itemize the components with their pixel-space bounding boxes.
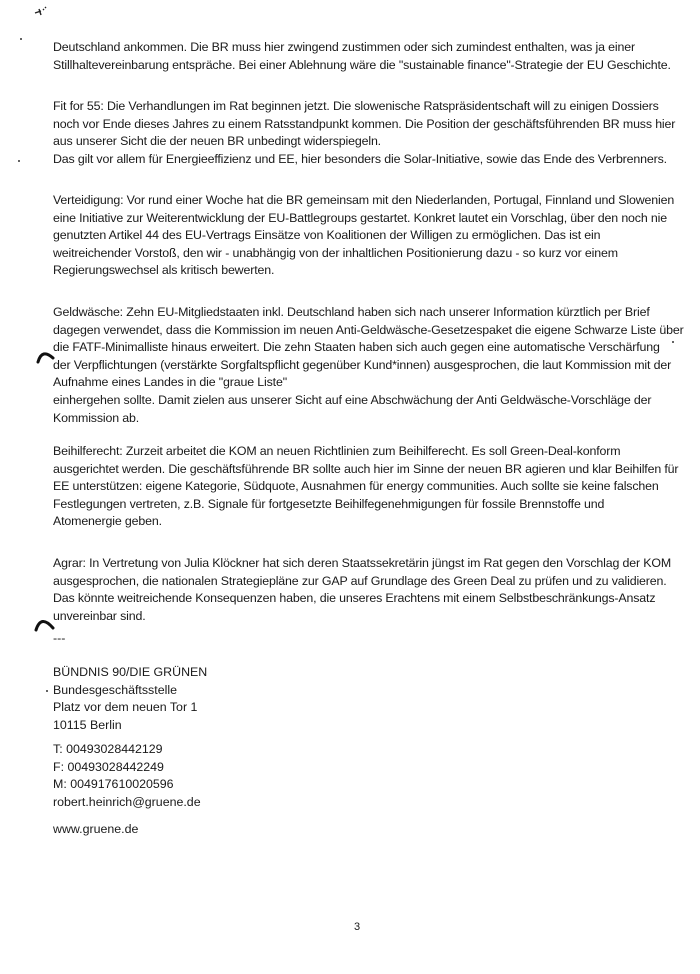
text-line: Fit for 55: Die Verhandlungen im Rat beginnen jetzt. Die slowenische Ratspräsidentschaft will zu einigen Dossiers (53, 99, 659, 113)
paragraph-agrar (53, 555, 693, 625)
text-line: Agrar: In Vertretung von Julia Klöckner hat sich deren Staatssekretärin jüngst im Rat gegen den Vorschlag der KOM (53, 556, 672, 570)
scan-mark-top (34, 6, 50, 18)
text-line: Deutschland ankommen. Die BR muss hier zwingend zustimmen oder sich zumindest enthalten, was ja einer (53, 40, 635, 54)
paragraph-beihilferecht (53, 443, 693, 531)
signature-website (53, 821, 138, 839)
scan-dot (46, 690, 48, 692)
text-line: unvereinbar sind. (53, 608, 146, 623)
text-line: einhergehen sollte. Damit zielen aus unserer Sicht auf eine Abschwächung der Anti Geldwäsche-Vorschläge der (53, 392, 652, 407)
paragraph-intro (53, 39, 693, 74)
text-line: die FATF-Minimalliste hinaus erweitert. Die zehn Staaten haben sich auch gegen eine automatische Verschärfung (53, 340, 660, 355)
phone-number: T: 00493028442129 (53, 742, 163, 756)
text-line: Regierungswechsel als kritisch bewerten. (53, 263, 275, 278)
text-line: Stillhaltevereinbarung entspräche. Bei einer Ablehnung wäre die "sustainable finance"-Strategie der EU Geschichte. (53, 57, 671, 72)
text-line: Atomenergie geben. (53, 514, 162, 529)
text-line: dagegen verwendet, dass die Kommission im neuen Anti-Geldwäsche-Gesetzespaket die eigene Schwarze Liste über (53, 322, 684, 337)
paragraph-verteidigung (53, 192, 693, 280)
text-line: Aufnahme eines Landes in die "graue Liste" (53, 375, 287, 390)
text-line: Das gilt vor allem für Energieeffizienz und EE, hier besonders die Solar-Initiative, sowie das Ende des Verbrenners. (53, 151, 667, 166)
text-line: Festlegungen vertreten, z.B. Signale für fortgesetzte Beihilfegenehmigungen für fossile Brennstoffe und (53, 496, 605, 511)
org-name: BÜNDNIS 90/DIE GRÜNEN (53, 665, 208, 679)
city-address: 10115 Berlin (53, 717, 122, 732)
email-link[interactable]: robert.heinrich@gruene.de (53, 794, 201, 809)
scan-dot (20, 38, 22, 40)
website-link[interactable]: www.gruene.de (53, 822, 139, 836)
text-line: EE unterstützen: eigene Kategorie, Südquote, Ausnahmen für energy communities. Auch sollte sie keine falschen (53, 479, 659, 494)
office-name: Bundesgeschäftsstelle (53, 682, 177, 697)
page-number: 3 (354, 921, 361, 933)
separator-text: --- (53, 631, 66, 645)
signature-separator (53, 630, 65, 648)
fax-number: F: 00493028442249 (53, 759, 164, 774)
text-line: aus unserer Sicht die der neuen BR unbedingt widerspiegeln. (53, 134, 381, 149)
mobile-number: M: 004917610020596 (53, 777, 174, 792)
paragraph-fit-for-55 (53, 98, 693, 168)
text-line: eine Initiative zur Weiterentwicklung der EU-Battlegroups gestartet. Konkret lautet ein Vorschlag, über den noch nie (53, 210, 667, 225)
text-line: Geldwäsche: Zehn EU-Mitgliedstaaten inkl. Deutschland haben sich nach unserer Information kürztlich per Brief (53, 305, 650, 319)
text-line: Beihilferecht: Zurzeit arbeitet die KOM an neuen Richtlinien zum Beihilferecht. Es soll Green-Deal-konform (53, 444, 621, 458)
text-line: der Verpflichtungen (verstärkte Sorgfaltspflicht gegenüber Kund*innen) ausgesprochen, die laut Kommission mit der (53, 357, 672, 372)
signature-address (53, 664, 207, 734)
scan-dot (18, 160, 20, 162)
text-line: ausgesprochen, die nationalen Strategiepläne zur GAP auf Grundlage des Green Deal zu prüfen und zu validieren. (53, 573, 667, 588)
text-line: Verteidigung: Vor rund einer Woche hat die BR gemeinsam mit den Niederlanden, Portugal, Finnland und Slowenien (53, 193, 675, 207)
signature-contact (53, 741, 201, 811)
paragraph-geldwaesche (53, 304, 693, 427)
text-line: ausgerichtet werden. Die geschäftsführende BR sollte auch hier im Sinne der neuen BR agieren und klar Beihilfen für (53, 461, 679, 476)
text-line: noch vor Ende dieses Jahres zu einem Ratsstandpunkt kommen. Die Position der geschäftsführenden BR muss hier (53, 116, 676, 131)
text-line: Das könnte weitreichende Konsequenzen haben, die unseres Erachtens mit einem Selbstbeschränkungs-Ansatz (53, 591, 656, 606)
text-line: genutzten Artikel 44 des EU-Vertrags Einsätze von Koalitionen der Willigen zu ermöglichen. Das ist ein (53, 228, 601, 243)
street-address: Platz vor dem neuen Tor 1 (53, 700, 198, 715)
text-line: weitreichender Vorstoß, den wir - unabhängig von der inhaltlichen Positionierung dazu - so kurz vor einem (53, 245, 618, 260)
text-line: Kommission ab. (53, 410, 140, 425)
